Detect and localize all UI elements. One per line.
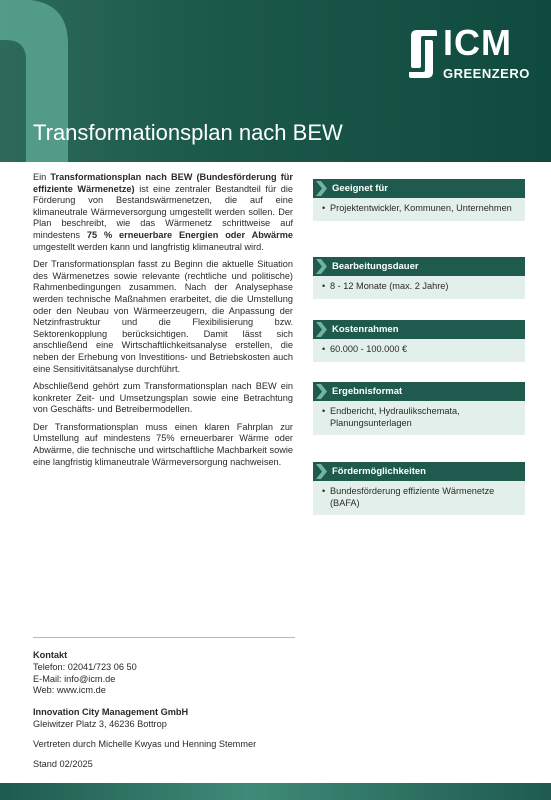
chevron-right-icon (315, 259, 327, 274)
card-suitable-for (313, 179, 525, 221)
chevron-right-icon (315, 464, 327, 479)
icm-mark-icon (409, 26, 439, 82)
card-title: Geeignet für (332, 183, 388, 194)
icm-greenzero-logo (409, 22, 530, 90)
card-text: Endbericht, Hydraulikschemata, Planungsunterlagen (330, 406, 460, 428)
analysis-paragraph: Der Transformationsplan fasst zu Beginn die aktuelle Situation des Wärmenetzes sowie relevante (rechtliche und politische) Rahmenbedingungen zusammen. Nach der Analysephase werden technische Maßnahmen erarbeitet, die die Umstellung oder den Neubau von Wärmeerzeugern, die Anpassung der Netzinfrastruktur und die Flexibilisierung bzw. Sektorenkopplung berücksichtigen. Damit lässt sich anschließend eine Wirtschaftlichkeitsanalyse erstellen, die neben der Erhebung von Investitions- und Betriebskosten auch eine Sensitivitätsanalyse durchführt. (33, 259, 293, 374)
card-title: Ergebnisformat (332, 386, 403, 397)
bullet-icon: • (322, 344, 326, 354)
card-processing-time (313, 257, 525, 299)
card-funding-options (313, 462, 525, 515)
card-body (313, 276, 525, 299)
logo-subtitle: GREENZERO (443, 66, 530, 81)
card-title: Bearbeitungsdauer (332, 261, 419, 272)
footer-bar (0, 783, 551, 800)
chevron-right-icon (315, 181, 327, 196)
document-date: Stand 02/2025 (33, 758, 93, 769)
card-body (313, 401, 525, 435)
contact-divider (33, 637, 295, 638)
contact-phone: Telefon: 02041/723 06 50 (33, 661, 137, 672)
card-text: Projektentwickler, Kommunen, Unternehmen (330, 203, 512, 213)
chevron-right-icon (315, 322, 327, 337)
company-representatives: Vertreten durch Michelle Kwyas und Henning Stemmer (33, 738, 257, 749)
intro-paragraph: Ein Transformationsplan nach BEW (Bundesförderung für effiziente Wärmenetze) ist eine zentraler Bestandteil für die Förderung von Bestandswärmenetzen, die auf eine klimaneutrale Wärmeversorgung umgestellt werden sollen. Der Plan beschreibt, wie das Wärmenetz schrittweise auf mindestens 75 % erneuerbare Energien oder Abwärme umgestellt werden kann und langfristig klimaneutral wird. (33, 172, 294, 252)
company-name: Innovation City Management GmbH (33, 707, 189, 718)
contact-email: E-Mail: info@icm.de (33, 673, 116, 684)
card-text: 8 - 12 Monate (max. 2 Jahre) (330, 281, 449, 291)
card-title: Kostenrahmen (332, 324, 399, 335)
card-text: 60.000 - 100.000 € (330, 344, 408, 354)
card-title: Fördermöglichkeiten (332, 466, 426, 477)
contact-heading: Kontakt (33, 650, 68, 660)
bullet-icon: • (322, 281, 326, 291)
company-address: Gleiwitzer Platz 3, 46236 Bottrop (33, 718, 167, 729)
card-header (313, 320, 525, 339)
card-text: Bundesförderung effiziente Wärmenetze (BAFA) (330, 486, 495, 508)
contact-block (33, 650, 333, 770)
contact-web: Web: www.icm.de (33, 685, 106, 696)
header-banner (0, 0, 551, 162)
requirements-paragraph: Der Transformationsplan muss einen klaren Fahrplan zur Umstellung auf mindestens 75% erneuerbarer Wärme oder Abwärme, die technische und wirtschaftliche Machbarkeit sowie eine langfristig klimaneutrale Wärmeversorgung nachweisen. (33, 421, 293, 467)
card-body (313, 339, 525, 362)
bullet-icon: • (322, 406, 326, 416)
page-title: Transformationsplan nach BEW (33, 120, 343, 145)
card-header (313, 462, 525, 481)
card-cost-range (313, 320, 525, 362)
bullet-icon: • (322, 486, 326, 496)
logo-wordmark: ICM (443, 22, 512, 63)
conclusion-paragraph: Abschließend gehört zum Transformationsplan nach BEW ein konkreter Zeit- und Umsetzungsplan sowie eine Betrachtung von Geschäfts- und Betreibermodellen. (33, 381, 293, 415)
card-header (313, 179, 525, 198)
bullet-icon: • (322, 203, 326, 213)
card-body (313, 198, 525, 221)
card-header (313, 382, 525, 401)
card-header (313, 257, 525, 276)
chevron-right-icon (315, 384, 327, 399)
card-result-format (313, 382, 525, 435)
card-body (313, 481, 525, 515)
main-text-column (33, 172, 293, 474)
